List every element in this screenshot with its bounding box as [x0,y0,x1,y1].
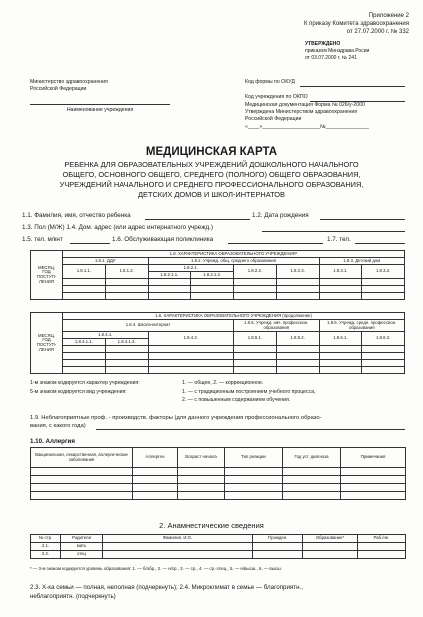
note-institution-kind: 5-м знаком кодируется вид учреждения: [30,389,127,395]
field-fio-line[interactable] [145,219,250,220]
table2-code: 1.8.4.1. [63,332,149,339]
table1-code: 1.8.2.1. [148,265,234,272]
note-institution-kind-value1: 1. — с традиционным построением учебного процесса, [182,389,316,395]
field-birthdate-label: 1.2. Дата рождения [252,212,309,219]
table1-code: 1.8.1.2. [105,265,148,279]
anamnesis-col-birthyear: Г/рожден. [253,535,303,543]
table1-subcode: 1.8.2.1.2. [191,272,234,279]
institution-table-2 [30,312,405,374]
doc-date-line: «____»____________________№_______________ [245,124,369,130]
field-clinic-line[interactable] [228,243,323,244]
anamnesis-row-parent: отец [61,551,103,559]
field-fio-label: 1.1. Фамилия, имя, отчество ребенка [22,212,131,219]
table1-code: 1.8.3.2. [362,265,405,279]
allergy-col-allergen: Аллерген [133,448,178,468]
table2-code: 1.8.4.2. [148,332,234,346]
month-year-cell: МЕСЯЦ, ГОД ПОСТУП- ЛЕНИЯ [31,251,63,300]
allergy-col-type: Вакцинальная, лекарственная, аллергические заболевания [31,448,133,468]
table2-code: 1.8.6.2. [362,332,405,346]
anamnesis-col-num: № стр. [31,535,61,543]
okpo-label: Код учреждения по ОКПО [245,94,308,100]
table1-group-ddu: 1.8.1. ДДУ [63,258,149,265]
institution-table-1 [30,250,405,300]
doc-form-line3: Российской Федерации [245,116,302,122]
doc-form-line2: Утверждена Министерством здравоохранения [245,109,358,115]
okud-line [300,86,405,87]
appendix-line1: Приложение 2 [368,13,409,19]
table1-code: 1.8.2.3. [276,265,319,279]
note-institution-type: 1-м знаком кодируется характер учреждения: [30,380,140,386]
table1-subcode: 1.8.2.1.1. [148,272,191,279]
approved-label: УТВЕРЖДЕНО [305,41,341,47]
anamnesis-row-num: 2.1. [31,543,61,551]
family-char-label: 2.3. Х-ка семьи — полная, неполная (подчеркнуть); 2.4. Микроклимат в семье — благоприятн., [30,584,303,591]
institution-label: Наименование учреждения [66,107,134,113]
table1-code: 1.8.1.1. [63,265,106,279]
anamnesis-col-work: Раб./не. [358,535,406,543]
table1-group-orphanage: 1.8.3. Детский дом [319,258,405,265]
field-prof-factors-line[interactable] [96,429,405,430]
allergy-title: 1.10. Аллергия [30,438,75,445]
allergy-col-notes: Примечания [341,448,406,468]
table2-subcode: 1.8.4.1.2. [105,339,148,346]
table1-code: 1.8.2.2. [234,265,277,279]
month-year-cell: МЕСЯЦ, ГОД ПОСТУП- ЛЕНИЯ [31,313,63,374]
anamnesis-row-parent: мать [61,543,103,551]
field-birthdate-line[interactable] [320,219,405,220]
note-institution-kind-value2: 2. — с повышенным содержанием обучения. [182,397,291,403]
field-clinic-phone-label: 1.7. тел. [327,236,351,243]
table1-code: 1.8.3.1. [319,265,362,279]
field-sex-address-label: 1.3. Пол (М/Ж) 1.4. Дом. адрес (или адрес интернатного учрежд.) [22,224,213,231]
subtitle-line3: УЧРЕЖДЕНИЙ НАЧАЛЬНОГО И СРЕДНЕГО ПРОФЕССИОНАЛЬНОГО ОБРАЗОВАНИЯ, [59,180,364,189]
table2-group-boarding: 1.8.4. Школа-интернат [63,320,234,332]
education-code-note: * — 3-м знаком кодируется уровень образования: 1. — б/обр., 2. — н/ср., 3. — ср., 4. — ср.-спец., 5. — н/высш., 6. — высш. [30,566,282,571]
field-prof-factors-label: 1.9. Неблагоприятные проф. - производств. факторы (для данного учреждения профессионального образо- [30,415,322,421]
field-phone-line[interactable] [70,243,110,244]
table2-header: 1.8. ХАРАКТЕРИСТИКА ОБРАЗОВАТЕЛЬНОГО УЧРЕЖДЕНИЯ (продолжение) [63,313,405,320]
table2-group-secondary-prof: 1.8.6. Учрежд. средн. профессион. образования [319,320,405,332]
subtitle-line1: РЕБЕНКА ДЛЯ ОБРАЗОВАТЕЛЬНЫХ УЧРЕЖДЕНИЙ ДОШКОЛЬНОГО НАЧАЛЬНОГО [64,160,359,169]
table2-group-primary-prof: 1.8.5. Учрежд. нач. профессион. образования [234,320,320,332]
table1-header: 1.8. ХАРАКТЕРИСТИКА ОБРАЗОВАТЕЛЬНОГО УЧРЕЖДЕНИЯ* [63,251,405,258]
family-char-label-2: неблагоприятн. (подчеркнуть) [30,593,116,600]
appendix-line2: К приказу Комитета здравоохранения [303,21,409,27]
table2-code: 1.8.6.1. [319,332,362,346]
table-row [31,543,406,551]
note-institution-type-values: 1. — общее, 2. — коррекционное. [182,380,264,386]
ministry-line1: Министерство здравоохранения [30,79,108,85]
ministry-line2: Российской Федерации [30,86,87,92]
field-clinic-phone-line[interactable] [355,243,405,244]
subtitle-line2: ОБЩЕГО, ОСНОВНОГО ОБЩЕГО, СРЕДНЕГО (ПОЛНОГО) ОБЩЕГО ОБРАЗОВАНИЯ, [62,170,361,179]
field-address-line[interactable] [262,231,405,232]
table-row [31,551,406,559]
approved-order2: от 03.07.2000 г. № 241 [305,55,357,61]
anamnesis-col-name: Фамилия, И.О. [103,535,253,543]
page-title: МЕДИЦИНСКАЯ КАРТА [145,146,278,158]
table2-subcode: 1.8.4.1.1. [63,339,106,346]
institution-line [30,104,170,105]
table2-code: 1.8.5.2. [276,332,319,346]
anamnesis-table [30,534,406,559]
doc-form-line1: Медицинская документация Форма № 026/у-2000 [245,102,365,108]
table1-group-school: 1.8.2. Учрежд. общ. среднего образования [148,258,319,265]
appendix-line3: от 27.07.2000 г. № 332 [346,29,409,35]
allergy-table [30,447,406,500]
anamnesis-col-education: Образование* [303,535,358,543]
table2-code: 1.8.5.1. [234,332,277,346]
subtitle-line4: ДЕТСКИХ ДОМОВ И ШКОЛ-ИНТЕРНАТОВ [138,190,285,199]
field-prof-factors-label-2: вания, с какого года) [30,423,86,429]
anamnesis-row-num: 2.2. [31,551,61,559]
anamnesis-title: 2. Анамнестические сведения [159,521,264,530]
okud-label: Код формы по ОКУД [245,79,295,85]
allergy-col-reaction: Тип реакции [225,448,283,468]
field-phone-label: 1.5. тел. м/кнт [22,236,63,243]
approved-order1: приказом Минздрава Росии [305,48,370,54]
anamnesis-col-parents: Родители [61,535,103,543]
allergy-col-age: Возраст начала [178,448,225,468]
field-clinic-label: 1.6. Обслуживающая поликлиника [112,236,214,243]
allergy-col-diag-year: Год уст. диагноза [283,448,341,468]
